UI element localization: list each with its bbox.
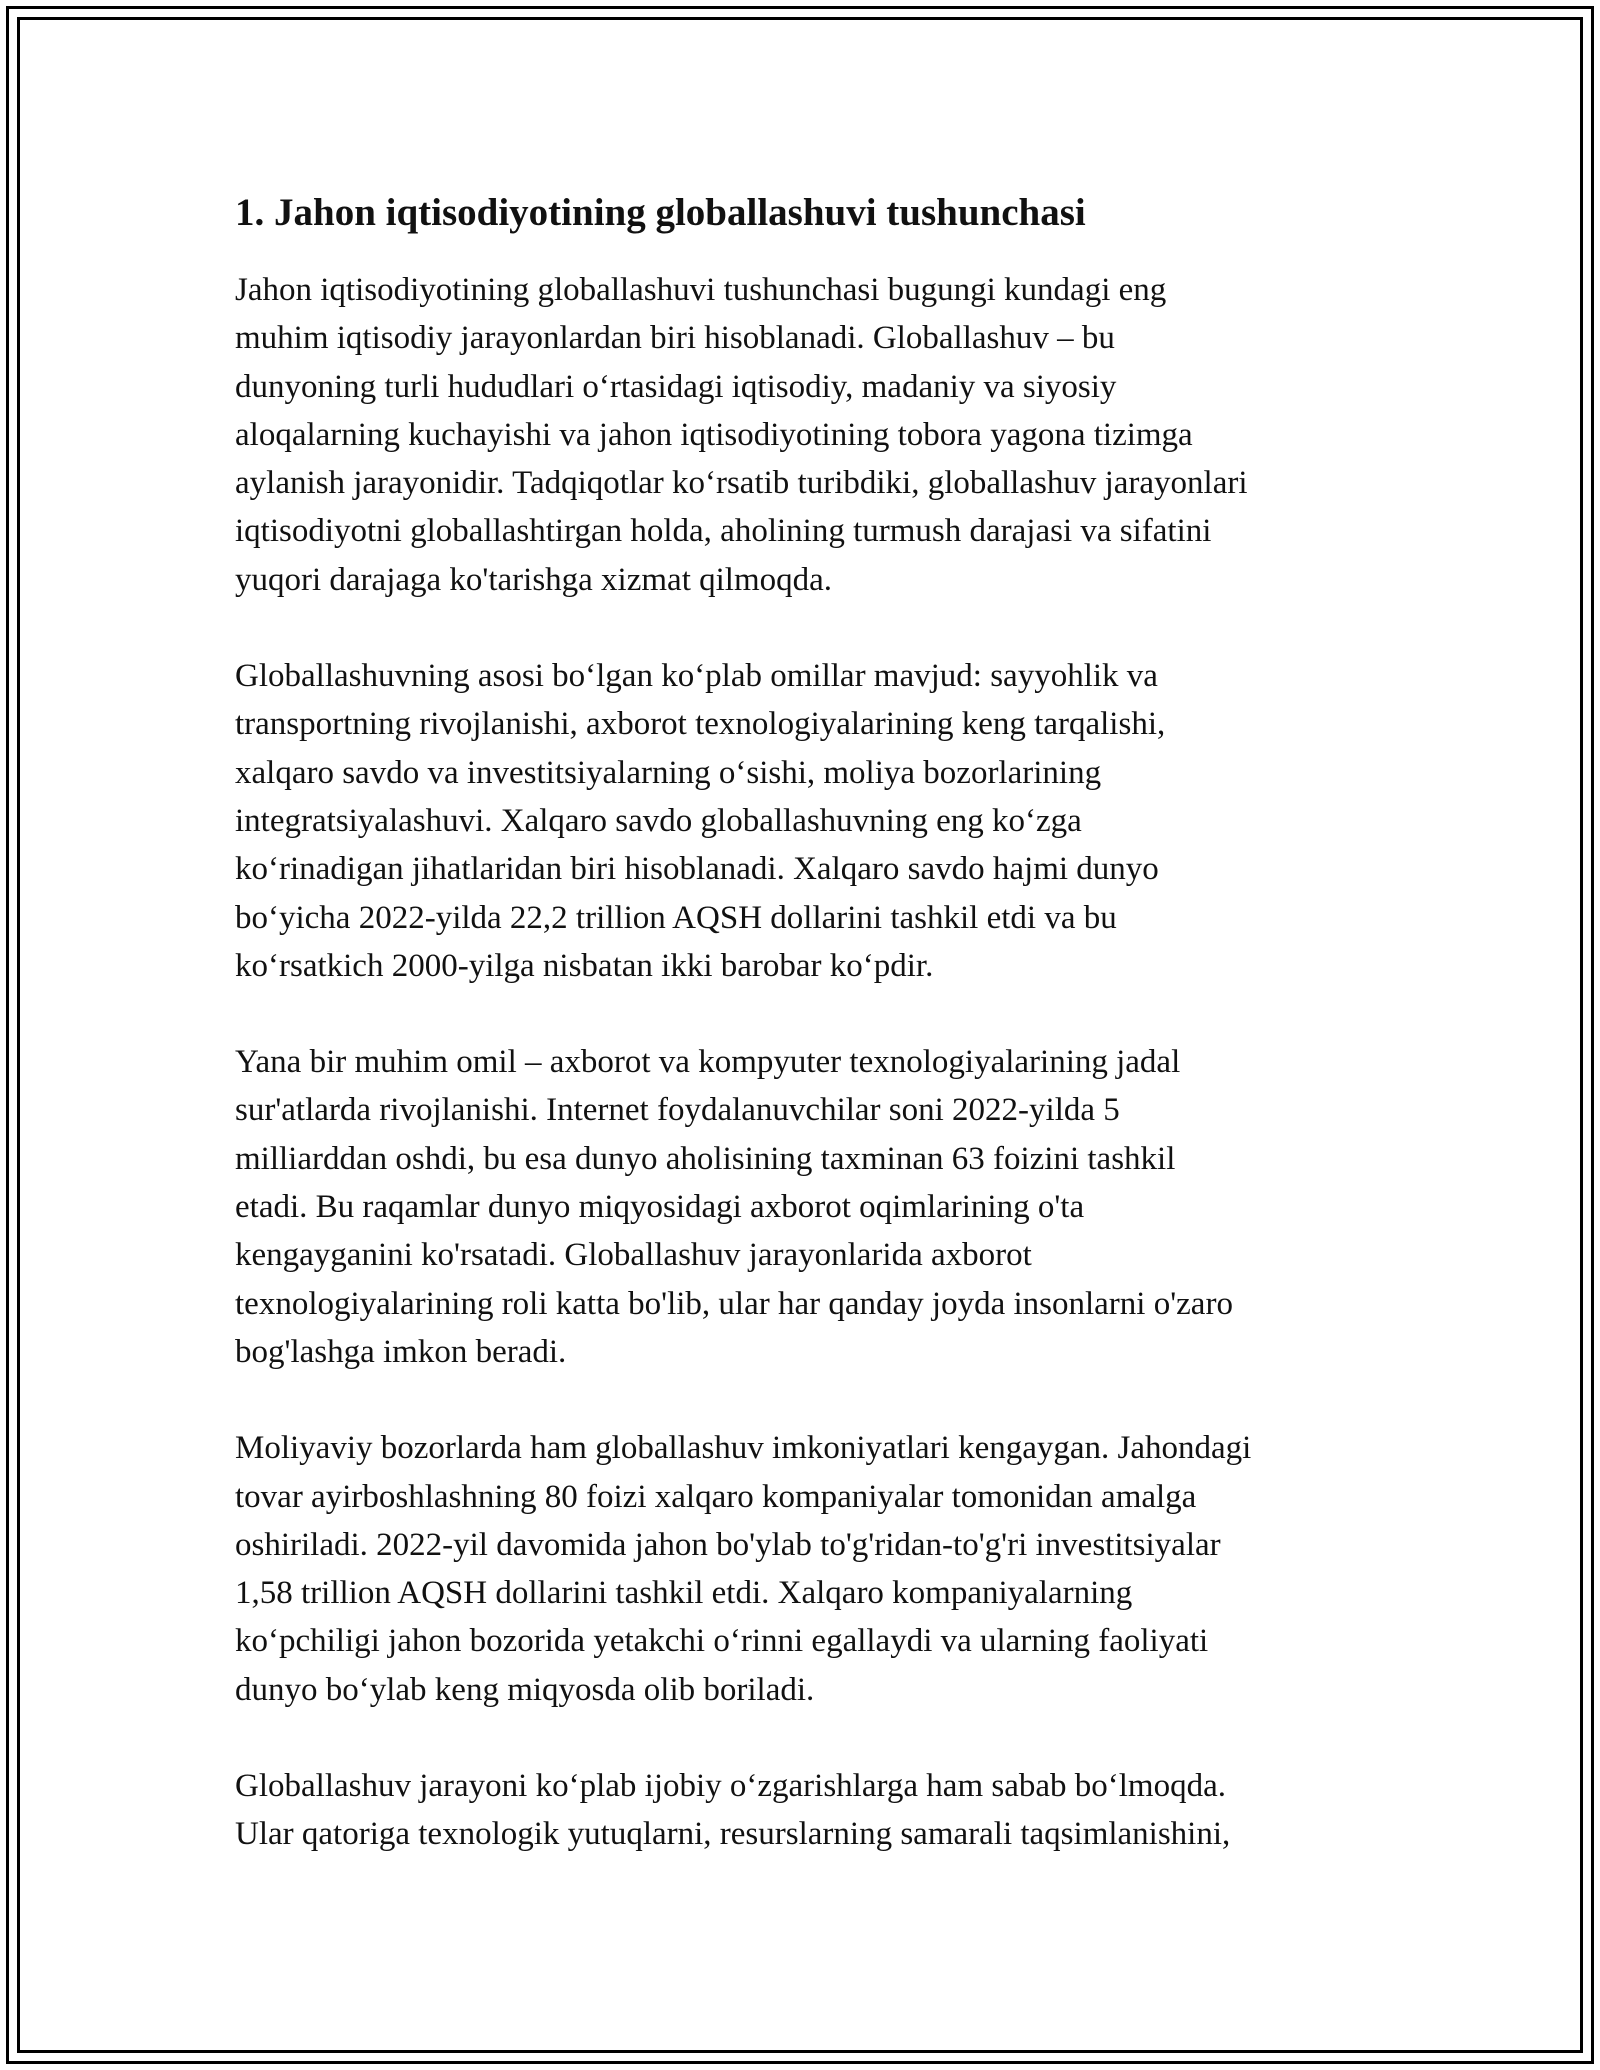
paragraph-line: aylanish jarayonidir. Tadqiqotlar ko‘rsatib turibdiki, globallashuv jarayonlari [235,465,1248,502]
paragraph-line: milliarddan oshdi, bu esa dunyo aholisining taxminan 63 foizini tashkil [235,1140,1176,1177]
paragraph-line: 1,58 trillion AQSH dollarini tashkil etdi. Xalqaro kompaniyalarning [235,1575,1133,1612]
paragraph-line: muhim iqtisodiy jarayonlardan biri hisoblanadi. Globallashuv – bu [235,320,1115,357]
paragraph [235,1038,1375,1376]
section-heading: 1. Jahon iqtisodiyotining globallashuvi tushunchasi [235,191,1086,234]
paragraph-line: bog'lashga imkon beradi. [235,1333,567,1370]
paragraph-line: Globallashuvning asosi bo‘lgan ko‘plab omillar mavjud: sayyohlik va [235,658,1158,695]
paragraph-line: ko‘rsatkich 2000-yilga nisbatan ikki barobar ko‘pdir. [235,947,934,984]
paragraph-line: etadi. Bu raqamlar dunyo miqyosidagi axborot oqimlarining o'ta [235,1189,1085,1226]
paragraph-line: ko‘rinadigan jihatlaridan biri hisoblanadi. Xalqaro savdo hajmi dunyo [235,851,1159,888]
paragraph-line: sur'atlarda rivojlanishi. Internet foydalanuvchilar soni 2022-yilda 5 [235,1092,1120,1129]
paragraph [235,1762,1375,1859]
paragraph-line: tovar ayirboshlashning 80 foizi xalqaro kompaniyalar tomonidan amalga [235,1478,1197,1515]
paragraph [235,1424,1375,1714]
paragraph-line: dunyo bo‘ylab keng miqyosda olib boriladi. [235,1671,815,1708]
paragraph-line: yuqori darajaga ko'tarishga xizmat qilmoqda. [235,561,833,598]
paragraph-line: transportning rivojlanishi, axborot texnologiyalarining keng tarqalishi, [235,706,1166,743]
paragraph-line: ko‘pchiligi jahon bozorida yetakchi o‘rinni egallaydi va ularning faoliyati [235,1623,1209,1660]
paragraph [235,266,1375,604]
paragraph-line: texnologiyalarining roli katta bo'lib, ular har qanday joyda insonlarni o'zaro [235,1285,1233,1322]
document-body [235,186,1375,1907]
paragraph-line: aloqalarning kuchayishi va jahon iqtisodiyotining tobora yagona tizimga [235,416,1193,453]
paragraph-line: bo‘yicha 2022-yilda 22,2 trillion AQSH dollarini tashkil etdi va bu [235,899,1117,936]
paragraph-line: xalqaro savdo va investitsiyalarning o‘sishi, moliya bozorlarining [235,754,1102,791]
paragraph-line: Jahon iqtisodiyotining globallashuvi tushunchasi bugungi kundagi eng [235,272,1167,308]
paragraph [235,652,1375,990]
paragraph-line: iqtisodiyotni globallashtirgan holda, aholining turmush darajasi va sifatini [235,513,1212,550]
paragraph-line: oshiriladi. 2022-yil davomida jahon bo'ylab to'g'ridan-to'g'ri investitsiyalar [235,1526,1221,1563]
paragraph-line: dunyoning turli hududlari o‘rtasidagi iqtisodiy, madaniy va siyosiy [235,368,1117,405]
paragraph-container [235,266,1375,1859]
paragraph-line: Globallashuv jarayoni ko‘plab ijobiy o‘zgarishlarga ham sabab bo‘lmoqda. [235,1768,1226,1805]
paragraph-line: kengayganini ko'rsatadi. Globallashuv jarayonlarida axborot [235,1237,1032,1274]
paragraph-line: Yana bir muhim omil – axborot va kompyuter texnologiyalarining jadal [235,1044,1181,1081]
paragraph-line: Ular qatoriga texnologik yutuqlarni, resurslarning samarali taqsimlanishini, [235,1816,1231,1853]
paragraph-line: integratsiyalashuvi. Xalqaro savdo globallashuvning eng ko‘zga [235,802,1082,839]
paragraph-line: Moliyaviy bozorlarda ham globallashuv imkoniyatlari kengaygan. Jahondagi [235,1430,1252,1467]
